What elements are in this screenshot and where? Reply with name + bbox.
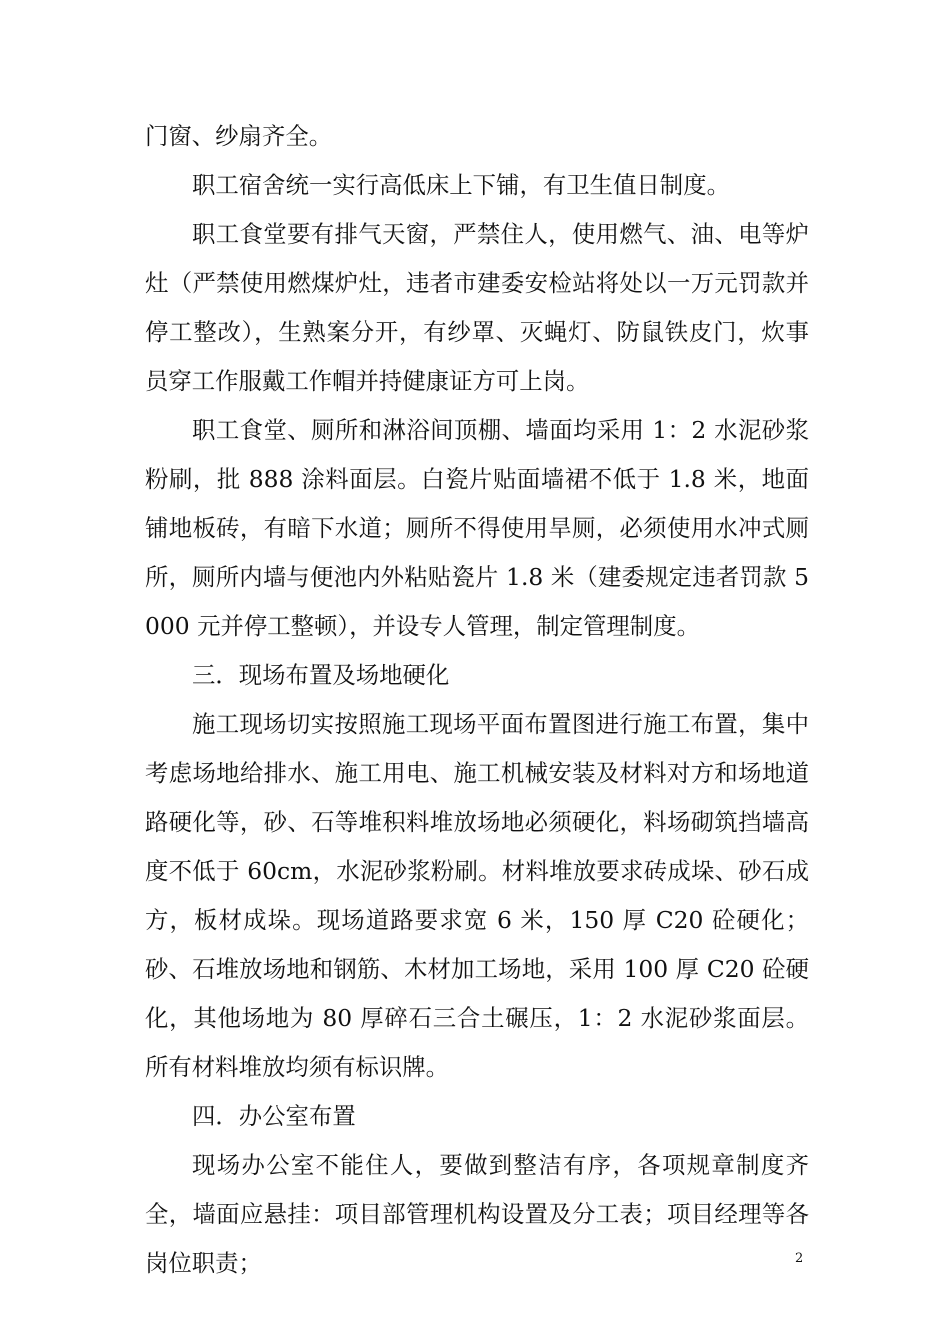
paragraph-dormitory: 职工宿舍统一实行高低床上下铺，有卫生值日制度。 <box>192 171 730 199</box>
page-number: 2 <box>795 1251 804 1266</box>
paragraph-finishing: 职工食堂、厕所和淋浴间顶棚、墙面均采用 1：2 水泥砂浆粉刷，批 888 涂料面层。白瓷片贴面墙裙不低于 1.8 米，地面铺地板砖，有暗下水道；厕所不得使用旱厕，必须使用水冲式厕所，厕所内墙与便池内外粘贴瓷片 1.8 米（建委规定违者罚款 5000 元并停工整顿），并设专人管理，制定管理制度。 <box>145 416 809 640</box>
section-heading-site-layout: 三．现场布置及场地硬化 <box>192 661 450 689</box>
section-heading-office: 四．办公室布置 <box>192 1102 356 1130</box>
paragraph-office: 现场办公室不能住人，要做到整洁有序，各项规章制度齐全，墙面应悬挂：项目部管理机构设置及分工表；项目经理等各岗位职责； <box>145 1151 809 1277</box>
body-text <box>145 112 809 1288</box>
paragraph-doors-windows: 门窗、纱扇齐全。 <box>145 122 333 150</box>
paragraph-site-layout: 施工现场切实按照施工现场平面布置图进行施工布置，集中考虑场地给排水、施工用电、施工机械安装及材料对方和场地道路硬化等，砂、石等堆积料堆放场地必须硬化，料场砌筑挡墙高度不低于 60cm，水泥砂浆粉刷。材料堆放要求砖成垛、砂石成方，板材成垛。现场道路要求宽 6 米，150 厚 C20 砼硬化；砂、石堆放场地和钢筋、木材加工场地，采用 100 厚 C20 砼硬化，其他场地为 80 厚碎石三合土碾压，1：2 水泥砂浆面层。所有材料堆放均须有标识牌。 <box>145 710 809 1081</box>
paragraph-canteen: 职工食堂要有排气天窗，严禁住人，使用燃气、油、电等炉灶（严禁使用燃煤炉灶，违者市建委安检站将处以一万元罚款并停工整改），生熟案分开，有纱罩、灭蝇灯、防鼠铁皮门，炊事员穿工作服戴工作帽并持健康证方可上岗。 <box>145 220 809 395</box>
